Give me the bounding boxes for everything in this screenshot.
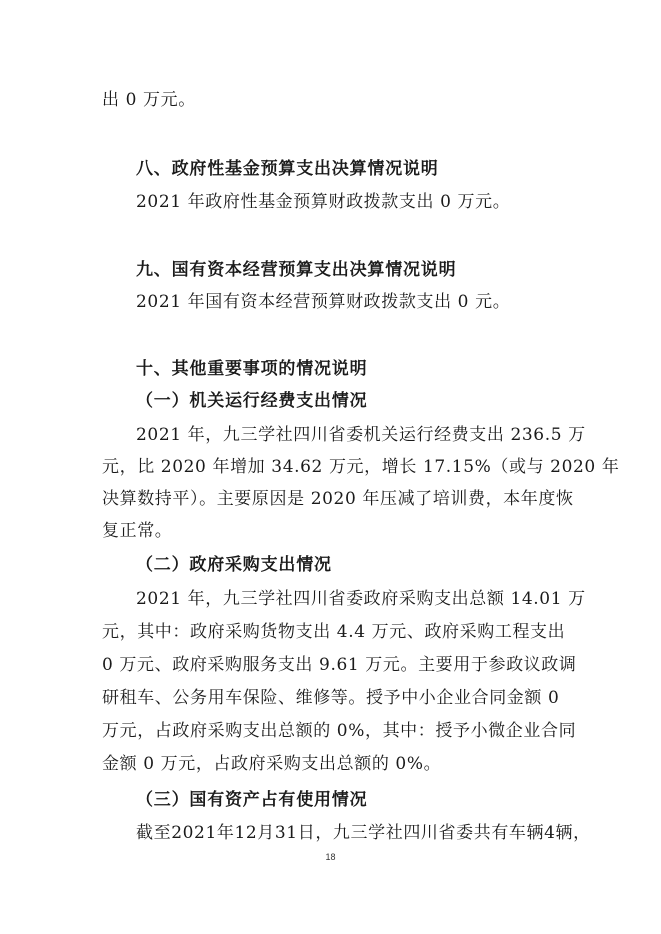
paragraph-line: 万元，占政府采购支出总额的 0%，其中：授予小微企业合同 bbox=[102, 721, 577, 741]
subsection-heading-one: （一）机关运行经费支出情况 bbox=[136, 391, 368, 411]
paragraph-line: 截至2021年12月31日，九三学社四川省委共有车辆4辆， bbox=[136, 823, 591, 843]
paragraph-line: 元，其中：政府采购货物支出 4.4 万元、政府采购工程支出 bbox=[102, 622, 566, 642]
paragraph-line: 0 万元、政府采购服务支出 9.61 万元。主要用于参政议政调 bbox=[102, 655, 577, 675]
paragraph-line: 研租车、公务用车保险、维修等。授予中小企业合同金额 0 bbox=[102, 688, 560, 708]
page-number: 18 bbox=[325, 852, 336, 862]
section-heading-eight: 八、政府性基金预算支出决算情况说明 bbox=[136, 159, 439, 179]
section-heading-ten: 十、其他重要事项的情况说明 bbox=[136, 359, 368, 379]
paragraph-line: 金额 0 万元，占政府采购支出总额的 0%。 bbox=[102, 754, 442, 774]
subsection-heading-two: （二）政府采购支出情况 bbox=[136, 555, 332, 575]
paragraph-line: 2021 年政府性基金预算财政拨款支出 0 万元。 bbox=[136, 192, 511, 212]
paragraph-line: 2021 年，九三学社四川省委政府采购支出总额 14.01 万 bbox=[136, 589, 586, 609]
paragraph-line: 出 0 万元。 bbox=[102, 90, 196, 110]
paragraph-line: 元，比 2020 年增加 34.62 万元，增长 17.15%（或与 2020 年 bbox=[102, 457, 620, 477]
paragraph-line: 复正常。 bbox=[102, 521, 173, 541]
paragraph-line: 2021 年国有资本经营预算财政拨款支出 0 元。 bbox=[136, 292, 511, 312]
paragraph-line: 决算数持平）。主要原因是 2020 年压减了培训费，本年度恢 bbox=[102, 489, 574, 509]
subsection-heading-three: （三）国有资产占有使用情况 bbox=[136, 790, 368, 810]
section-heading-nine: 九、国有资本经营预算支出决算情况说明 bbox=[136, 260, 457, 280]
paragraph-line: 2021 年，九三学社四川省委机关运行经费支出 236.5 万 bbox=[136, 425, 586, 445]
